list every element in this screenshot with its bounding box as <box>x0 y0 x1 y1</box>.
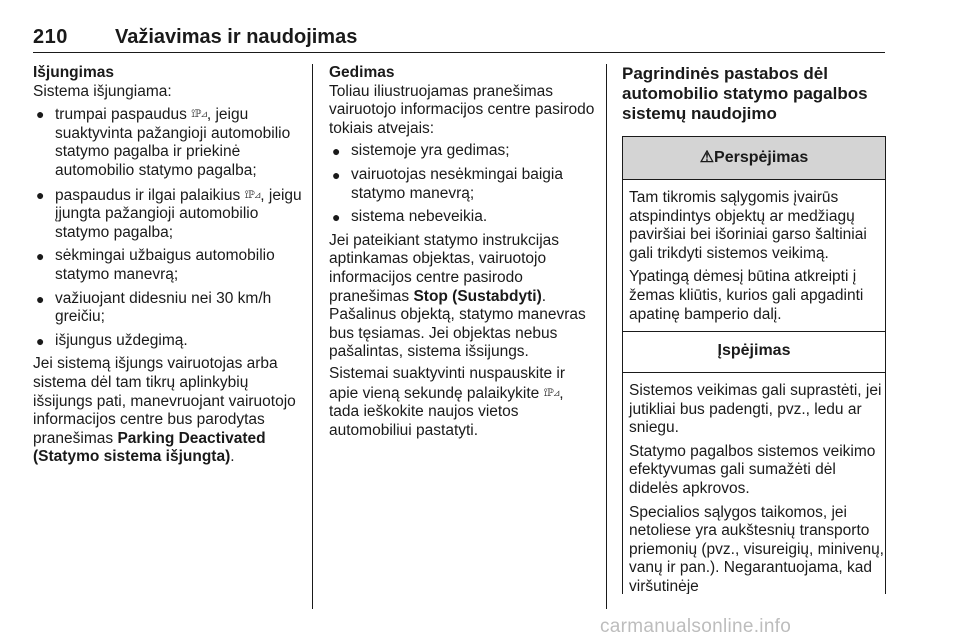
column-2 <box>329 64 595 443</box>
intro-text: Toliau iliustruojamas pranešimas vairuotojo informacijos centre pasirodo tokiais atvejais: <box>329 82 595 137</box>
fault-list <box>329 142 595 226</box>
deactivated-message: Parking Deactivated (Statymo sistema išjungta) <box>33 429 266 466</box>
section-title: Pagrindinės pastabos dėl automobilio statymo pagalbos sistemų naudojimo <box>622 64 868 123</box>
parking-button-icon: ⟟ℙ⊿ <box>191 108 207 121</box>
deactivation-paragraph: Jei sistemą išjungs vairuotojas arba sistema dėl tam tikrų aplinkybių išsijungs pati, manevruojant vairuotojo informacijos centre bus parodytas pranešimas Parking Deactivated (Statymo sistema išjungta). <box>33 355 296 466</box>
reactivate-paragraph: Sistemai suaktyvinti nuspauskite ir apie vieną sekundę palaikykite ⟟ℙ⊿, tada ieškokite naujos vietos automobiliui pastatyti. <box>329 364 566 439</box>
header-rule <box>33 52 885 53</box>
bullet-icon: ● <box>36 248 45 265</box>
caution-box <box>622 331 886 594</box>
warning-box-body <box>623 180 885 337</box>
warning-paragraph: Tam tikromis sąlygomis įvairūs atspindintys objektų ar medžiagų paviršiai bei išoriniai garso šaltiniai gali trikdyti sistemos veikimą. <box>629 189 867 262</box>
list-item: ● sistemoje yra gedimas; <box>332 142 510 160</box>
stop-paragraph: Jei pateikiant statymo instrukcijas aptinkamas objektas, vairuotojo informacijos centre pasirodo pranešimas Stop (Sustabdyti). Pašalinus objektą, statymo manevras bus tęsiamas. Jei objektas nebus pašalintas, sistema išsijungs. <box>329 231 586 361</box>
bullet-icon: ● <box>36 332 45 349</box>
bullet-icon: ● <box>36 186 45 203</box>
caution-title: Įspėjimas <box>717 342 791 359</box>
shutdown-list <box>33 105 303 350</box>
list-item: ● paspaudus ir ilgai palaikius ⟟ℙ⊿, jeigu įjungta pažangioji automobilio statymo pagalba; <box>36 186 302 241</box>
list-item: ● važiuojant didesniu nei 30 km/h greičiu; <box>36 289 272 326</box>
warning-title: Perspėjimas <box>714 149 809 166</box>
caution-paragraph: Sistemos veikimas gali suprastėti, jei jutikliai bus padengti, pvz., ledu ar sniegu. <box>629 382 882 437</box>
intro-text: Sistema išjungiama: <box>33 82 172 100</box>
list-item: ● trumpai paspaudus ⟟ℙ⊿, jeigu suaktyvinta pažangioji automobilio statymo pagalba ir priekinė automobilio statymo pagalba; <box>36 106 291 179</box>
bullet-icon: ● <box>332 166 341 183</box>
stop-message: Stop (Sustabdyti) <box>413 287 542 305</box>
watermark: carmanualsonline.info <box>600 616 792 637</box>
caution-paragraph: Statymo pagalbos sistemos veikimo efektyvumas gali sumažėti dėl didelės apkrovos. <box>629 442 876 497</box>
warning-paragraph: Ypatingą dėmesį būtina atkreipti į žemas kliūtis, kurios gali apgadinti apatinę bamperio dalį. <box>629 268 864 323</box>
column-1 <box>33 64 303 470</box>
bullet-icon: ● <box>332 143 341 160</box>
bullet-icon: ● <box>332 209 341 226</box>
parking-button-icon: ⟟ℙ⊿ <box>244 188 261 201</box>
list-item: ● išjungus uždegimą. <box>36 331 188 349</box>
list-item: ● sėkmingai užbaigus automobilio statymo manevrą; <box>36 247 275 283</box>
list-item: ● vairuotojas nesėkmingai baigia statymo manevrą; <box>332 165 563 202</box>
list-item: ● sistema nebeveikia. <box>332 208 488 226</box>
warning-box-header <box>623 137 885 180</box>
parking-button-icon: ⟟ℙ⊿ <box>543 386 560 399</box>
caution-paragraph: Specialios sąlygos taikomos, jei netoliese yra aukštesnių transporto priemonių (pvz., visureigių, minivenų, vanų ir pan.). Negarantuojama, kad viršutinėje <box>629 503 884 594</box>
chapter-title: Važiavimas ir naudojimas <box>115 26 358 48</box>
section-heading-shutdown: Išjungimas <box>33 64 114 81</box>
column-3 <box>622 64 884 127</box>
page-number: 210 <box>33 26 68 48</box>
section-heading-fault: Gedimas <box>329 64 395 81</box>
column-divider-1 <box>312 64 313 609</box>
column-divider-2 <box>606 64 607 609</box>
warning-box <box>622 136 886 338</box>
caution-box-header <box>623 332 885 373</box>
warning-triangle-icon: ⚠ <box>699 149 715 166</box>
bullet-icon: ● <box>36 290 45 307</box>
caution-box-body <box>623 373 885 594</box>
bullet-icon: ● <box>36 106 45 123</box>
page-header <box>33 26 885 52</box>
